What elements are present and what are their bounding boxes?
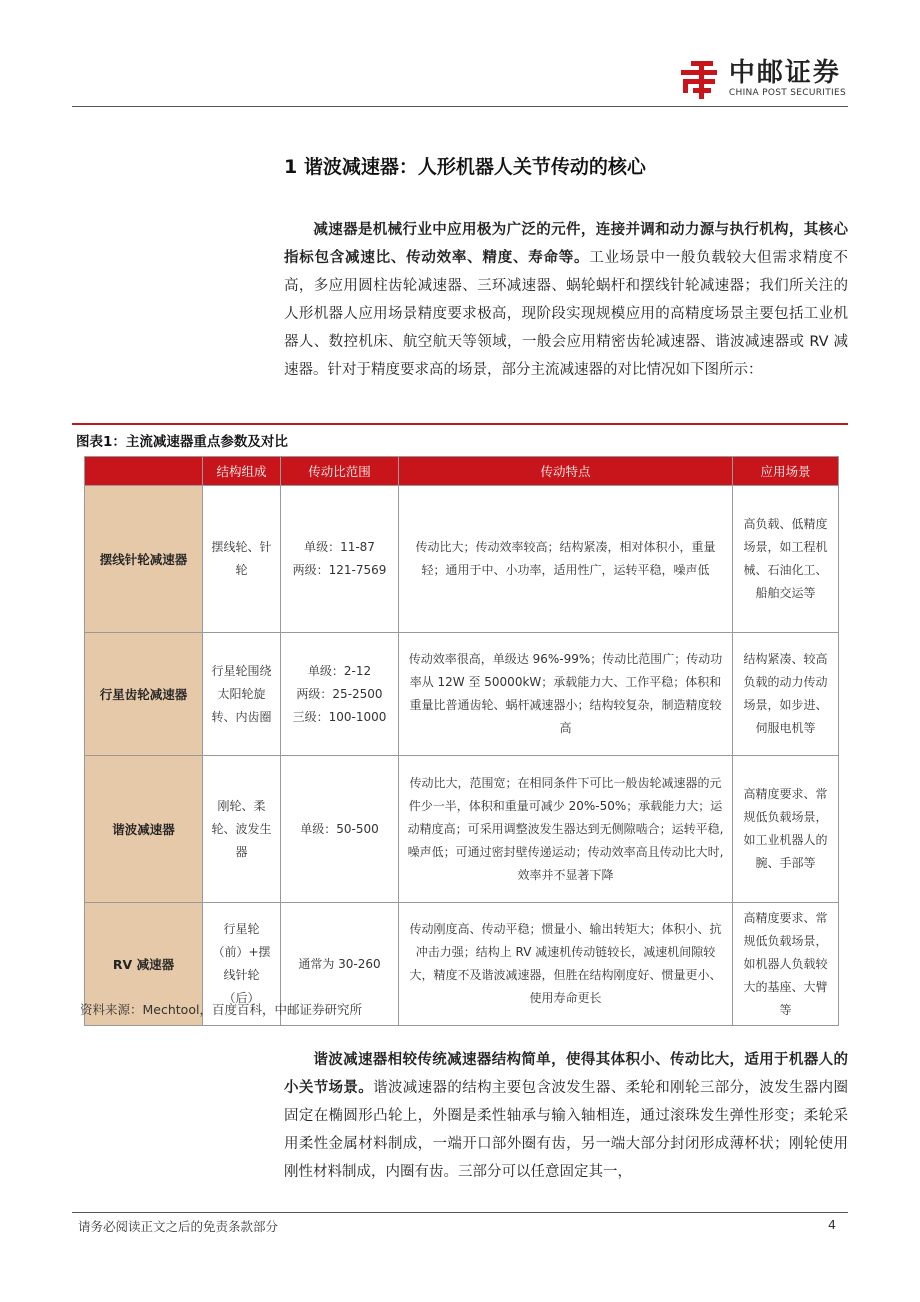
footer-disclaimer: 请务必阅读正文之后的免责条款部分 — [78, 1219, 279, 1234]
table-header-cell: 应用场景 — [733, 457, 839, 486]
footer-divider — [72, 1212, 848, 1213]
intro-paragraph-bold: 减速器是机械行业中应用极为广泛的元件，连接并调和动力源与执行机构，其核心指标包含减速比、传动效率、精度、寿命等。 — [284, 222, 848, 266]
reducer-name: 摆线针轮减速器 — [85, 486, 203, 633]
features-cell: 传动比大；传动效率较高；结构紧凑，相对体积小，重量轻；通用于中、小功率，适用性广，运转平稳，噪声低 — [399, 486, 733, 633]
application-cell: 结构紧凑、较高负载的动力传动场景，如步进、伺服电机等 — [733, 633, 839, 756]
body-paragraph — [284, 1046, 848, 1186]
body-paragraph-text: 谐波减速器的结构主要包含波发生器、柔轮和刚轮三部分，波发生器内圈固定在椭圆形凸轮上，外圈是柔性轴承与输入轴相连，通过滚珠发生弹性形变；柔轮采用柔性金属材料制成，一端开口部外圈有齿，另一端大部分封闭形成薄杯状；刚轮使用刚性材料制成，内圈有齿。三部分可以任意固定其一， — [284, 1080, 848, 1180]
ratio-cell: 单级：11-87 两级：121-7569 — [281, 486, 399, 633]
reducer-name: 行星齿轮减速器 — [85, 633, 203, 756]
ratio-cell: 通常为 30-260 — [281, 903, 399, 1026]
figure-source: 资料来源：Mechtool，百度百科，中邮证券研究所 — [80, 1002, 362, 1017]
table-header-row — [85, 457, 839, 486]
application-cell: 高精度要求、常规低负载场景，如机器人负载较大的基座、大臂等 — [733, 903, 839, 1026]
reducer-comparison-table — [84, 456, 839, 1026]
table-header-cell — [85, 457, 203, 486]
table-row — [85, 756, 839, 903]
logo-chinese-name: 中邮证券 — [728, 58, 841, 88]
body-paragraph-bold: 谐波减速器相较传统减速器结构简单，使得其体积小、传动比大，适用于机器人的小关节场景。 — [284, 1052, 848, 1096]
application-cell: 高精度要求、常规低负载场景，如工业机器人的腕、手部等 — [733, 756, 839, 903]
structure-cell: 摆线轮、针轮 — [203, 486, 281, 633]
intro-paragraph-text: 工业场景中一般负载较大但需求精度不高，多应用圆柱齿轮减速器、三环减速器、蜗轮蜗杆和摆线针轮减速器；我们所关注的人形机器人应用场景精度要求极高，现阶段实现规模应用的高精度场景主要包括工业机器人、数控机床、航空航天等领域，一般会应用精密齿轮减速器、谐波减速器或 RV 减速器。针对于精度要求高的场景，部分主流减速器的对比情况如下图所示： — [284, 250, 849, 378]
figure-rule — [72, 423, 848, 425]
ratio-cell: 单级：2-12 两级：25-2500 三级：100-1000 — [281, 633, 399, 756]
structure-cell: 行星轮围绕太阳轮旋转、内齿圈 — [203, 633, 281, 756]
logo-english-name: CHINA POST SECURITIES — [728, 88, 846, 98]
features-cell: 传动比大，范围宽；在相同条件下可比一般齿轮减速器的元件少一半，体积和重量可减少 20%-50%；承载能力大；运动精度高；可采用调整波发生器达到无侧隙啮合；运转平稳,噪声低；可通过密封壁传递运动；传动效率高且传动比大时,效率并不显著下降 — [399, 756, 733, 903]
section-title: 1 谐波减速器：人形机器人关节传动的核心 — [284, 156, 646, 178]
table-header-cell: 传动比范围 — [281, 457, 399, 486]
structure-cell: 行星轮（前）+摆线针轮（后） — [203, 903, 281, 1026]
table-header-cell: 结构组成 — [203, 457, 281, 486]
intro-paragraph — [284, 216, 848, 384]
header-divider — [72, 106, 848, 107]
page-number: 4 — [828, 1217, 836, 1232]
table-header-cell: 传动特点 — [399, 457, 733, 486]
figure-title: 图表1：主流减速器重点参数及对比 — [76, 434, 288, 450]
structure-cell: 刚轮、柔轮、波发生器 — [203, 756, 281, 903]
china-post-logo-icon — [677, 57, 721, 101]
features-cell: 传动效率很高，单级达 96%-99%；传动比范围广；传动功率从 12W 至 50000kW；承载能力大、工作平稳；体积和重量比普通齿轮、蜗杆减速器小；结构较复杂，制造精度较高 — [399, 633, 733, 756]
features-cell: 传动刚度高、传动平稳；惯量小、输出转矩大；体积小、抗冲击力强；结构上 RV 减速机传动链较长，减速机间隙较大，精度不及谐波减速器，但胜在结构刚度好、惯量更小、使用寿命更长 — [399, 903, 733, 1026]
ratio-cell: 单级：50-500 — [281, 756, 399, 903]
company-logo — [677, 56, 846, 102]
reducer-name: 谐波减速器 — [85, 756, 203, 903]
application-cell: 高负载、低精度场景，如工程机械、石油化工、船舶交运等 — [733, 486, 839, 633]
reducer-name: RV 减速器 — [85, 903, 203, 1026]
table-row — [85, 633, 839, 756]
table-row — [85, 486, 839, 633]
